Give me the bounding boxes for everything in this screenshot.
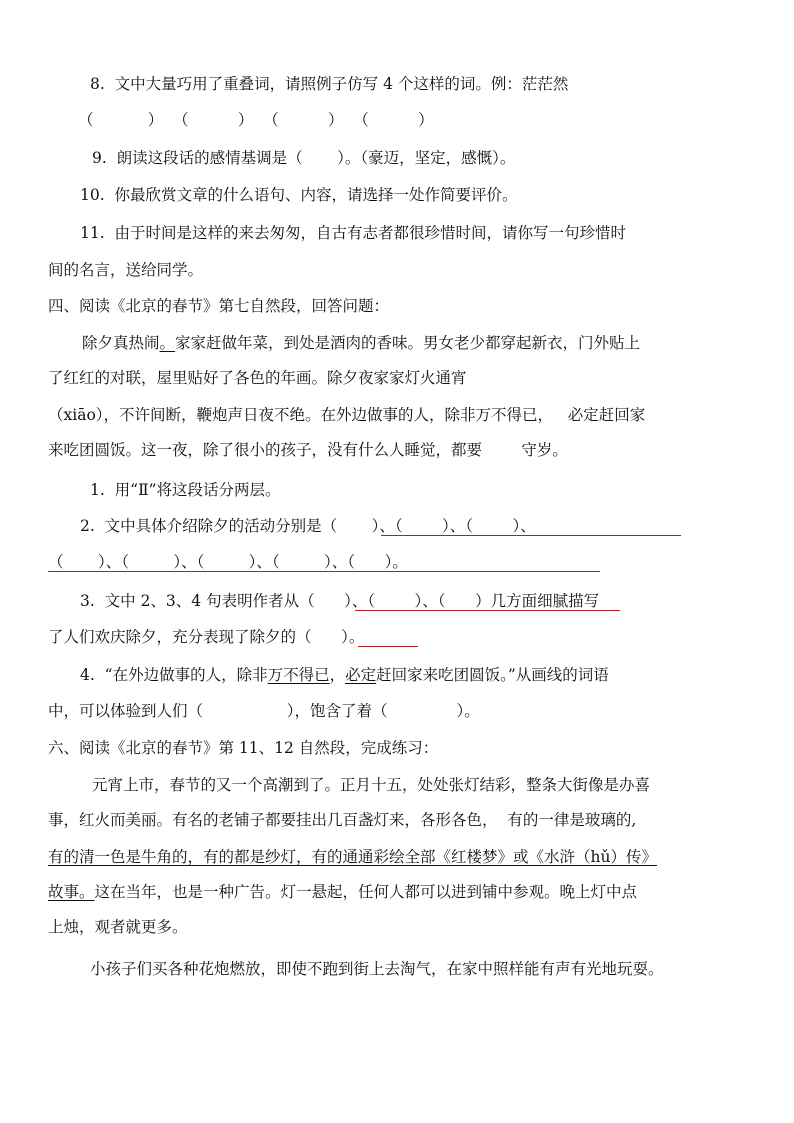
section-6-paragraph-line2: 事，红火而美丽。有名的老铺子都要挂出几百盏灯来，各形各色， 有的一律是玻璃的, (48, 811, 637, 829)
section-4-heading: 四、阅读《北京的春节》第七自然段，回答问题： (48, 297, 390, 315)
section-4-question-2-line2[interactable]: （ ）、（ ）、（ ）、（ ）、（ ）。 (48, 553, 408, 571)
underlined-period: 。 (159, 334, 176, 352)
section-4-paragraph-line4: 来吃团圆饭。这一夜，除了很小的孩子，没有什么人睡觉，都要 守岁。 (48, 441, 568, 459)
section-4-paragraph-line1: 除夕真热闹。家家赶做年菜，到处是酒肉的香味。男女老少都穿起新衣，门外贴上 (82, 334, 641, 352)
section-4-question-4-line2[interactable]: 中，可以体验到人们（ ），饱含了着（ ）。 (48, 702, 480, 720)
underlined-phrase-1: 万不得已 (267, 666, 330, 684)
q3-answer-underline-2 (358, 646, 418, 647)
question-11-line2: 间的名言，送给同学。 (48, 261, 204, 279)
question-8-blanks[interactable]: （ ） （ ） （ ） （ ） (78, 111, 434, 129)
q2-answer-underline-1 (381, 535, 681, 536)
section-4-question-3-line2[interactable]: 了人们欢庆除夕，充分表现了除夕的（ ）。 (48, 628, 365, 646)
section-6-heading: 六、阅读《北京的春节》第 11、12 自然段，完成练习： (48, 739, 439, 757)
underlined-sentence-part2: 故事。 (48, 883, 95, 901)
question-9: 9. 朗读这段话的感情基调是（ ）。（豪迈，坚定，感慨）。 (92, 149, 516, 167)
section-4-question-1: 1. 用“Ⅱ”将这段话分两层。 (90, 481, 281, 499)
section-4-question-4-line1: 4. “在外边做事的人，除非万不得已，必定赶回家来吃团圆饭。”从画线的词语 (80, 666, 609, 684)
question-11-line1: 11. 由于时间是这样的来去匆匆，自古有志者都很珍惜时间，请你写一句珍惜时 (80, 224, 627, 242)
section-4-paragraph-line2: 了红红的对联，屋里贴好了各色的年画。除夕夜家家灯火通宵 (48, 369, 467, 387)
section-6-paragraph-line4: 故事。这在当年，也是一种广告。灯一悬起，任何人都可以进到铺中参观。晚上灯中点 (48, 883, 638, 901)
underlined-sentence-part1: 有的清一色是牛角的，有的都是纱灯，有的通通彩绘全部《红楼梦》或《水浒（hǔ）传》 (48, 848, 657, 866)
q2-answer-underline-2 (48, 571, 600, 572)
section-4-paragraph-line3: （xiāo），不许间断，鞭炮声日夜不绝。在外边做事的人，除非万不得已， 必定赶回家 (48, 406, 646, 424)
section-6-paragraph-line5: 上烛，观者就更多。 (48, 918, 188, 936)
section-6-paragraph-line3 (48, 845, 657, 867)
section-6-paragraph-line1: 元宵上市，春节的又一个高潮到了。正月十五，处处张灯结彩，整条大街像是办喜 (92, 776, 651, 794)
section-6-paragraph-line6: 小孩子们买各种花炮燃放，即使不跑到街上去淘气，在家中照样能有声有光地玩耍。 (90, 960, 664, 978)
q3-answer-underline-1 (355, 610, 620, 611)
question-10: 10. 你最欣赏文章的什么语句、内容，请选择一处作简要评价。 (80, 186, 518, 204)
question-8: 8. 文中大量巧用了重叠词，请照例子仿写 4 个这样的词。例：茫茫然 (90, 75, 569, 93)
section-4-question-3-line1[interactable]: 3. 文中 2、3、4 句表明作者从（ ）、（ ）、（ ）几方面细腻描写 (80, 592, 600, 610)
underlined-phrase-2: 必定 (345, 666, 377, 684)
section-4-question-2-line1[interactable]: 2. 文中具体介绍除夕的活动分别是（ ）、（ ）、（ ）、 (80, 517, 536, 535)
